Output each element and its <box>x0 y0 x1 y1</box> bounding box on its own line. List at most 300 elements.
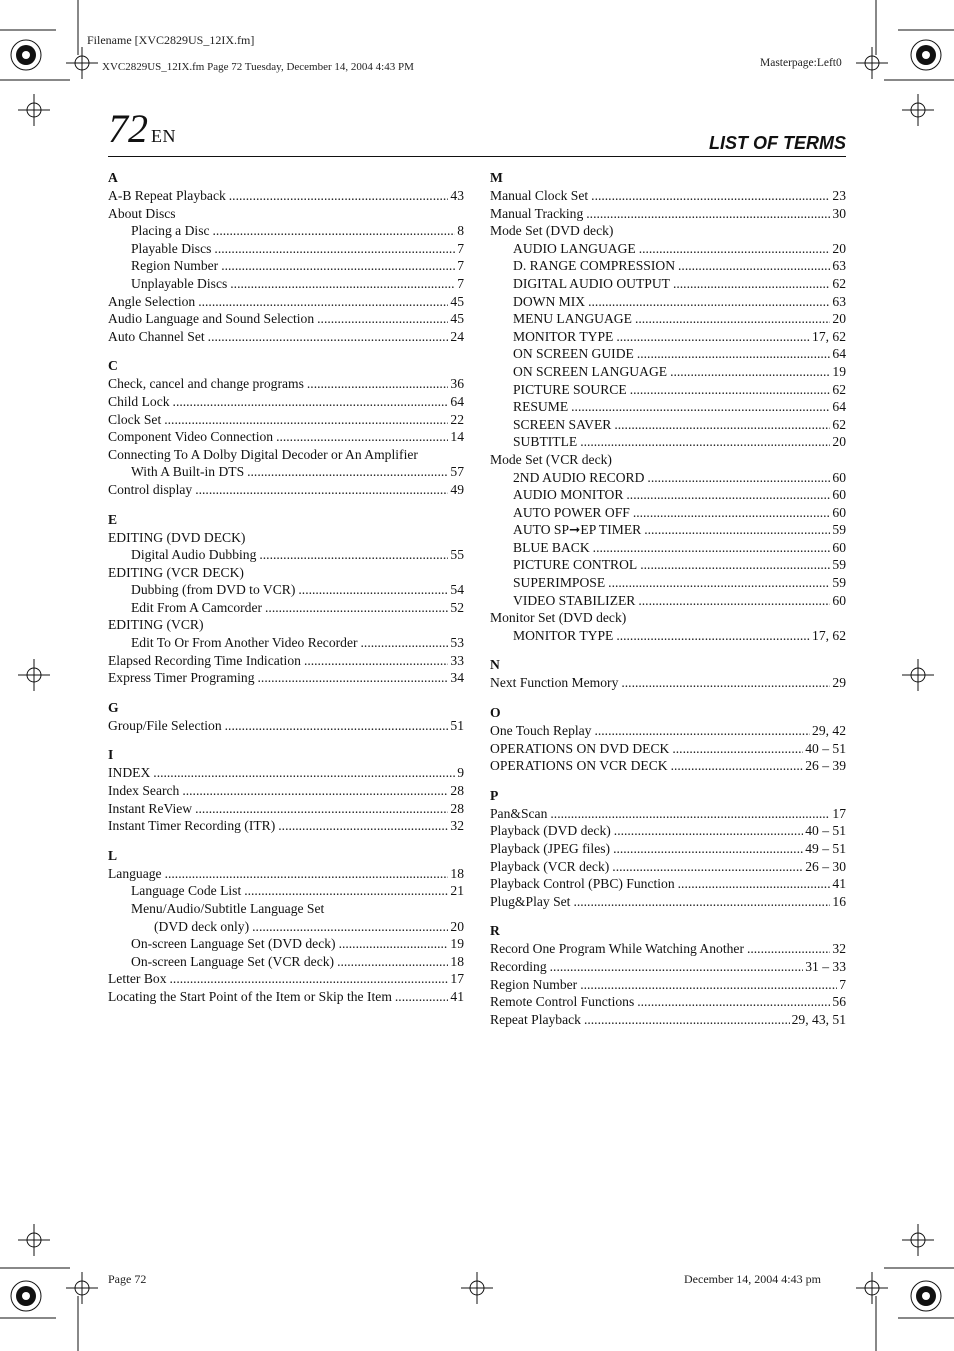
crosshair-mark <box>18 659 50 691</box>
index-term: Elapsed Recording Time Indication <box>108 652 301 668</box>
dot-leader <box>244 463 448 481</box>
dot-leader <box>227 275 455 293</box>
page-reference: 49 – 51 <box>805 841 846 856</box>
index-term: Child Lock <box>108 393 170 409</box>
index-entry <box>108 717 464 735</box>
dot-leader <box>179 782 448 800</box>
dot-leader <box>623 486 830 504</box>
page-reference: 36 <box>450 376 464 392</box>
page-reference: 21 <box>450 883 464 899</box>
index-entry <box>490 363 846 381</box>
index-entry <box>108 310 464 328</box>
index-entry <box>108 918 464 936</box>
dot-leader <box>618 674 830 692</box>
dot-leader <box>613 328 810 346</box>
index-term: Instant Timer Recording (ITR) <box>108 818 276 834</box>
index-term: OPERATIONS ON VCR DECK <box>490 758 668 774</box>
page-reference: 60 <box>832 469 846 485</box>
dot-leader <box>314 310 448 328</box>
index-term: About Discs <box>108 205 176 221</box>
dot-leader <box>241 882 448 900</box>
index-term: Locating the Start Point of the Item or Skip the Item <box>108 988 392 1004</box>
crosshair-mark <box>902 94 934 126</box>
index-entry <box>108 481 464 499</box>
index-entry <box>490 993 846 1011</box>
index-term: Remote Control Functions <box>490 994 635 1010</box>
crosshair-mark <box>66 1272 98 1304</box>
index-entry <box>490 976 846 994</box>
page-reference: 63 <box>832 293 846 309</box>
index-term: (DVD deck only) <box>154 918 250 934</box>
index-entry <box>490 757 846 775</box>
index-term: Plug&Play Set <box>490 893 571 909</box>
index-term: MONITOR TYPE <box>513 328 614 344</box>
index-entry <box>490 574 846 592</box>
dot-leader <box>547 805 830 823</box>
index-term: OPERATIONS ON DVD DECK <box>490 740 670 756</box>
dot-leader <box>262 599 448 617</box>
index-entry <box>490 1011 846 1029</box>
crosshair-mark <box>18 1224 50 1256</box>
crosshair-mark <box>18 94 50 126</box>
index-term: Edit To Or From Another Video Recorder <box>131 635 358 651</box>
dot-leader <box>162 865 449 883</box>
index-term: Letter Box <box>108 971 167 987</box>
crosshair-mark <box>66 47 98 79</box>
index-term: 2ND AUDIO RECORD <box>513 469 645 485</box>
index-term: MENU LANGUAGE <box>513 311 632 327</box>
dot-leader <box>192 800 448 818</box>
index-entry <box>108 669 464 687</box>
index-entry <box>490 328 846 346</box>
index-term: Manual Tracking <box>490 205 584 221</box>
page-reference: 41 <box>450 988 464 1004</box>
dot-leader <box>170 393 449 411</box>
index-entry <box>108 187 464 205</box>
index-letter-heading: G <box>108 699 119 715</box>
dot-leader <box>634 345 831 363</box>
index-term: Menu/Audio/Subtitle Language Set <box>131 901 325 916</box>
index-term: Playback (DVD deck) <box>490 823 611 839</box>
index-term: ON SCREEN LANGUAGE <box>513 363 668 379</box>
index-entry <box>490 539 846 557</box>
dot-leader <box>295 581 448 599</box>
index-entry <box>108 205 464 223</box>
page-reference: 60 <box>832 539 846 555</box>
page-reference: 18 <box>450 953 464 969</box>
page-reference: 14 <box>450 429 464 445</box>
index-entry <box>108 446 464 464</box>
page-reference: 9 <box>457 765 464 781</box>
index-entry <box>108 257 464 275</box>
index-entry <box>490 592 846 610</box>
index-letter-heading: A <box>108 170 118 185</box>
index-term: Monitor Set (DVD deck) <box>490 610 627 626</box>
index-entry <box>490 893 846 911</box>
page-reference: 22 <box>450 411 464 427</box>
index-entry <box>108 581 464 599</box>
page-reference: 26 – 39 <box>805 758 846 774</box>
page-reference: 28 <box>450 783 464 799</box>
dot-leader <box>634 993 830 1011</box>
dot-leader <box>641 521 830 539</box>
page-reference: 41 <box>832 876 846 892</box>
registration-target-top-right <box>911 40 941 70</box>
registration-target-top-left <box>11 40 41 70</box>
dot-leader <box>675 257 830 275</box>
crosshair-mark <box>902 1224 934 1256</box>
page-reference: 62 <box>832 381 846 397</box>
dot-leader <box>210 222 456 240</box>
dot-leader <box>667 363 830 381</box>
index-letter-heading: M <box>490 170 503 185</box>
page-reference: 19 <box>832 363 846 379</box>
dot-leader <box>670 275 830 293</box>
index-entry <box>108 953 464 971</box>
page-reference: 32 <box>450 818 464 834</box>
index-entry <box>108 529 464 547</box>
index-entry <box>490 609 846 627</box>
dot-leader <box>611 416 830 434</box>
dot-leader <box>644 469 830 487</box>
index-term: PICTURE SOURCE <box>513 381 627 397</box>
index-term: AUTO SP➞EP TIMER <box>513 522 642 538</box>
index-entry <box>490 521 846 539</box>
index-term: AUTO POWER OFF <box>513 504 630 520</box>
page-reference: 20 <box>832 240 846 256</box>
index-entry <box>490 805 846 823</box>
index-term: Repeat Playback <box>490 1011 581 1027</box>
page-reference: 16 <box>832 893 846 909</box>
index-entry <box>490 240 846 258</box>
index-entry <box>490 398 846 416</box>
page-reference: 20 <box>832 434 846 450</box>
index-term: Recording <box>490 958 547 974</box>
index-entry <box>108 970 464 988</box>
index-letter-heading: I <box>108 747 114 763</box>
index-term: EDITING (VCR) <box>108 617 204 633</box>
crosshair-mark <box>902 659 934 691</box>
index-term: MONITOR TYPE <box>513 627 614 643</box>
dot-leader <box>336 935 449 953</box>
index-term: Language Code List <box>131 883 242 899</box>
page-reference: 7 <box>457 258 464 274</box>
index-entry <box>490 822 846 840</box>
index-entry <box>108 375 464 393</box>
index-term: ON SCREEN GUIDE <box>513 346 634 362</box>
page-reference: 64 <box>450 393 464 409</box>
index-entry <box>108 882 464 900</box>
page-reference: 54 <box>450 582 464 598</box>
page-number: 72 EN <box>108 106 176 151</box>
index-term: Control display <box>108 481 193 497</box>
index-term: EDITING (DVD DECK) <box>108 529 246 545</box>
page-reference: 62 <box>832 275 846 291</box>
dot-leader <box>630 504 831 522</box>
index-entry <box>490 381 846 399</box>
dot-leader <box>637 556 830 574</box>
page-reference: 55 <box>450 547 464 563</box>
index-entry <box>108 652 464 670</box>
index-term: Playback (JPEG files) <box>490 841 611 856</box>
dot-leader <box>192 481 448 499</box>
index-entry <box>490 222 846 240</box>
index-letter-heading: P <box>490 787 499 803</box>
page-title: LIST OF TERMS <box>709 133 846 153</box>
dot-leader <box>273 428 448 446</box>
filename-label: Filename [XVC2829US_12IX.fm] <box>87 33 255 47</box>
index-term: Next Function Memory <box>490 675 619 691</box>
file-info-label: XVC2829US_12IX.fm Page 72 Tuesday, December 14, 2004 4:43 PM <box>102 61 414 73</box>
index-entry <box>490 740 846 758</box>
page-reference: 30 <box>832 205 846 221</box>
page-reference: 49 <box>450 481 464 497</box>
page-reference: 7 <box>457 240 464 256</box>
page-reference: 20 <box>832 311 846 327</box>
page-reference: 63 <box>832 258 846 274</box>
page-reference: 57 <box>450 464 464 480</box>
page-reference: 17 <box>832 805 846 821</box>
page-reference: 18 <box>450 865 464 881</box>
index-entry <box>490 556 846 574</box>
dot-leader <box>609 858 803 876</box>
masterpage-label: Masterpage:Left0 <box>760 57 842 69</box>
dot-leader <box>605 574 830 592</box>
index-term: Check, cancel and change programs <box>108 376 304 392</box>
index-entry <box>490 958 846 976</box>
page-reference: 7 <box>839 976 846 992</box>
index-column-left <box>108 169 464 1006</box>
page-reference: 20 <box>450 918 464 934</box>
index-letter-heading: O <box>490 705 501 721</box>
page-reference: 45 <box>450 293 464 309</box>
index-term: On-screen Language Set (VCR deck) <box>131 953 335 969</box>
page-reference: 29, 42 <box>812 723 846 739</box>
page-reference: 33 <box>450 652 464 668</box>
dot-leader <box>610 840 803 858</box>
registration-target-bottom-right <box>911 1281 941 1311</box>
index-term: With A Built-in DTS <box>131 464 245 480</box>
page-reference: 60 <box>832 504 846 520</box>
index-term: RESUME <box>513 399 569 415</box>
index-entry <box>108 463 464 481</box>
index-term: INDEX <box>108 765 151 781</box>
page-reference: 62 <box>832 416 846 432</box>
index-term: Manual Clock Set <box>490 188 589 203</box>
index-entry <box>108 546 464 564</box>
dot-leader <box>211 240 455 258</box>
page-reference: 26 – 30 <box>805 858 846 874</box>
index-letter-heading: L <box>108 847 118 863</box>
index-term: A-B Repeat Playback <box>108 188 226 203</box>
page-reference: 59 <box>832 557 846 573</box>
index-term: BLUE BACK <box>513 539 590 555</box>
index-entry <box>490 310 846 328</box>
index-entry <box>108 865 464 883</box>
dot-leader <box>668 757 804 775</box>
crosshair-mark <box>856 1272 888 1304</box>
page-reference: 17 <box>450 971 464 987</box>
dot-leader <box>547 958 804 976</box>
index-entry <box>108 900 464 918</box>
index-entry <box>108 328 464 346</box>
dot-leader <box>218 257 455 275</box>
index-term: Audio Language and Sound Selection <box>108 311 315 327</box>
dot-leader <box>577 433 830 451</box>
page-reference: 59 <box>832 575 846 591</box>
index-entry <box>490 187 846 205</box>
index-term: Language <box>108 865 162 881</box>
dot-leader <box>611 822 803 840</box>
index-term: Clock Set <box>108 411 162 427</box>
dot-leader <box>301 652 448 670</box>
page-reference: 56 <box>832 994 846 1010</box>
page-reference: 23 <box>832 188 846 203</box>
index-term: One Touch Replay <box>490 723 592 739</box>
page-reference: 7 <box>457 275 464 291</box>
dot-leader <box>304 375 449 393</box>
dot-leader <box>256 546 448 564</box>
index-column-right <box>490 169 846 1028</box>
page-reference: 40 – 51 <box>805 740 846 756</box>
index-entry <box>490 433 846 451</box>
index-term: Playable Discs <box>131 240 212 256</box>
dot-leader <box>581 1011 790 1029</box>
index-entry <box>490 345 846 363</box>
index-entry <box>108 599 464 617</box>
page-reference: 28 <box>450 800 464 816</box>
registration-target-bottom-left <box>11 1281 41 1311</box>
dot-leader <box>635 592 830 610</box>
index-entry <box>108 393 464 411</box>
index-term: Playback Control (PBC) Function <box>490 876 675 892</box>
index-term: Connecting To A Dolby Digital Decoder or An Amplifier <box>108 446 418 462</box>
crosshair-mark <box>856 47 888 79</box>
index-term: Unplayable Discs <box>131 275 228 291</box>
dot-leader <box>195 293 448 311</box>
page-reference: 53 <box>450 635 464 651</box>
dot-leader <box>570 893 830 911</box>
index-term: Pan&Scan <box>490 805 548 821</box>
dot-leader <box>675 875 831 893</box>
index-entry <box>490 451 846 469</box>
index-term: Mode Set (VCR deck) <box>490 451 612 467</box>
index-entry <box>108 800 464 818</box>
dot-leader <box>255 669 449 687</box>
footer-date-label: December 14, 2004 4:43 pm <box>684 1272 821 1286</box>
index-entry <box>108 222 464 240</box>
dot-leader <box>585 293 830 311</box>
index-entry <box>108 935 464 953</box>
page-reference: 40 – 51 <box>805 823 846 839</box>
index-entry <box>490 722 846 740</box>
index-entry <box>490 416 846 434</box>
dot-leader <box>744 940 830 958</box>
index-term: Mode Set (DVD deck) <box>490 223 614 239</box>
index-term: Digital Audio Dubbing <box>131 547 257 563</box>
index-term: DOWN MIX <box>513 293 586 309</box>
dot-leader <box>577 976 837 994</box>
index-entry <box>108 240 464 258</box>
index-entry <box>490 940 846 958</box>
language-code: EN <box>151 126 176 146</box>
dot-leader <box>150 764 455 782</box>
index-entry <box>490 486 846 504</box>
index-letter-heading: N <box>490 657 500 673</box>
index-term: Component Video Connection <box>108 429 274 445</box>
dot-leader <box>222 717 449 735</box>
index-entry <box>108 411 464 429</box>
index-entry <box>108 782 464 800</box>
page-reference: 64 <box>832 346 846 362</box>
page-header <box>108 106 846 157</box>
dot-leader <box>167 970 449 988</box>
index-term: Index Search <box>108 783 180 799</box>
index-letter-heading: C <box>108 358 118 374</box>
page-reference: 19 <box>450 936 464 952</box>
index-term: Auto Channel Set <box>108 328 205 344</box>
index-entry <box>490 469 846 487</box>
index-term: Placing a Disc <box>131 223 210 239</box>
dot-leader <box>334 953 448 971</box>
dot-leader <box>583 205 830 223</box>
page-reference: 34 <box>450 670 464 686</box>
index-term: DIGITAL AUDIO OUTPUT <box>513 275 670 291</box>
index-letter-heading: E <box>108 511 118 527</box>
dot-leader <box>568 398 830 416</box>
index-term: VIDEO STABILIZER <box>513 592 636 608</box>
page-reference: 60 <box>832 592 846 608</box>
index-entry <box>490 674 846 692</box>
dot-leader <box>591 722 810 740</box>
index-term: Playback (VCR deck) <box>490 858 610 874</box>
index-term: SUPERIMPOSE <box>513 575 606 591</box>
index-entry <box>108 616 464 634</box>
dot-leader <box>161 411 448 429</box>
index-term: AUDIO LANGUAGE <box>513 240 636 256</box>
page-reference: 59 <box>832 522 846 538</box>
page-reference: 52 <box>450 599 464 615</box>
index-term: Dubbing (from DVD to VCR) <box>131 582 296 598</box>
index-term: SCREEN SAVER <box>513 416 612 432</box>
page-reference: 43 <box>450 188 464 203</box>
page-reference: 29, 43, 51 <box>791 1011 846 1027</box>
page-reference: 45 <box>450 311 464 327</box>
index-term: D. RANGE COMPRESSION <box>513 258 676 274</box>
index-entry <box>108 634 464 652</box>
dot-leader <box>636 240 831 258</box>
page-reference: 17, 62 <box>812 627 846 643</box>
page-reference: 60 <box>832 487 846 503</box>
index-entry <box>108 293 464 311</box>
index-entry <box>490 205 846 223</box>
page-reference: 64 <box>832 399 846 415</box>
index-term: EDITING (VCR DECK) <box>108 564 244 580</box>
index-entry <box>490 504 846 522</box>
dot-leader <box>669 740 803 758</box>
index-entry <box>490 627 846 645</box>
index-term: Region Number <box>490 976 578 992</box>
page-reference: 32 <box>832 941 846 957</box>
crosshair-mark <box>461 1272 493 1304</box>
index-entry <box>108 817 464 835</box>
index-entry <box>490 858 846 876</box>
index-term: SUBTITLE <box>513 434 578 450</box>
dot-leader <box>226 187 449 205</box>
index-term: Edit From A Camcorder <box>131 599 263 615</box>
footer-page-label: Page 72 <box>108 1272 147 1286</box>
index-entry <box>490 293 846 311</box>
